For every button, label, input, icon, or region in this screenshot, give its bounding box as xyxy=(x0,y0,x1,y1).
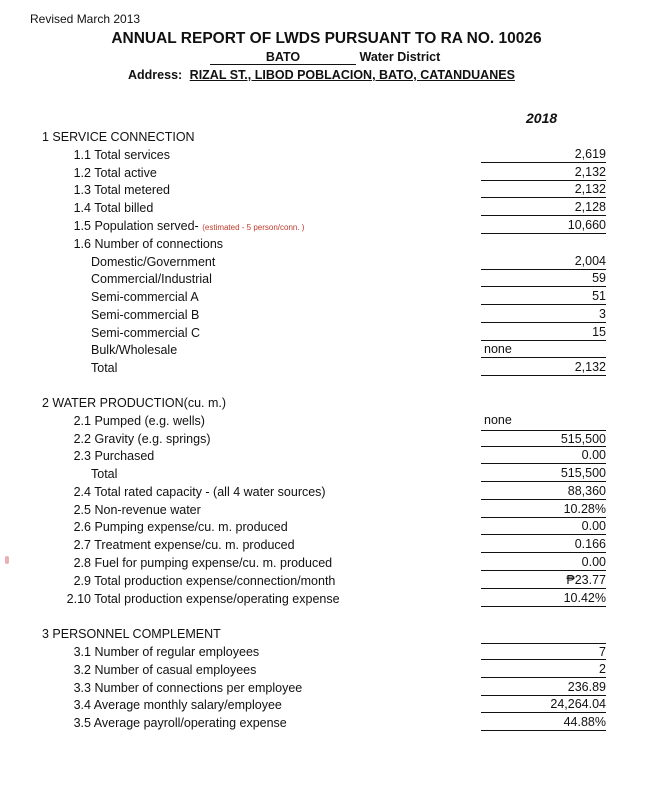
section-heading-personnel: 3 PERSONNEL COMPLEMENT xyxy=(42,627,221,641)
row-value: ₱23.77 xyxy=(481,572,606,589)
row-value: 10.42% xyxy=(481,590,606,607)
row-value: 44.88% xyxy=(481,714,606,731)
row-value: 2 xyxy=(481,661,606,678)
estimate-note: (estimated - 5 person/conn. ) xyxy=(202,223,305,232)
table-row: Semi-commercial C xyxy=(91,326,201,340)
row-value: 0.00 xyxy=(481,447,606,464)
table-row: 2.1 Pumped (e.g. wells) xyxy=(73,414,205,428)
row-value: 515,500 xyxy=(481,430,606,447)
scan-mark xyxy=(5,556,9,564)
address-line xyxy=(128,68,515,82)
district-line xyxy=(210,50,440,65)
row-value: 15 xyxy=(481,324,606,341)
report-title: ANNUAL REPORT OF LWDS PURSUANT TO RA NO. 10026 xyxy=(111,30,542,47)
table-row: 3.2 Number of casual employees xyxy=(73,663,257,677)
row-value: none xyxy=(484,413,512,427)
section-heading-service: 1 SERVICE CONNECTION xyxy=(42,130,195,144)
row-value: 88,360 xyxy=(481,483,606,500)
row-value: 515,500 xyxy=(481,465,606,482)
table-row: 2.10 Total production expense/operating expense xyxy=(66,592,340,606)
district-suffix: Water District xyxy=(359,50,441,64)
row-value: 10.28% xyxy=(481,501,606,518)
section-heading-production: 2 WATER PRODUCTION(cu. m.) xyxy=(42,396,227,410)
table-row: 3.4 Average monthly salary/employee xyxy=(73,698,282,712)
report-year: 2018 xyxy=(526,110,558,126)
table-row: 1.2 Total active xyxy=(73,166,157,180)
table-row: 2.6 Pumping expense/cu. m. produced xyxy=(73,520,288,534)
revision-note: Revised March 2013 xyxy=(30,12,141,26)
table-row: 2.5 Non-revenue water xyxy=(73,503,201,517)
row-value: 0.166 xyxy=(481,536,606,553)
row-value: 59 xyxy=(481,270,606,287)
table-row: 1.3 Total metered xyxy=(73,183,170,197)
table-row: 3.5 Average payroll/operating expense xyxy=(73,716,287,730)
row-value: 2,128 xyxy=(481,199,606,216)
table-row: Domestic/Government xyxy=(91,255,216,269)
table-row: 1.5 Population served- (estimated - 5 person/conn. ) xyxy=(73,219,305,233)
table-row: Bulk/Wholesale xyxy=(91,343,178,357)
table-row: 1.1 Total services xyxy=(73,148,170,162)
table-row: 2.8 Fuel for pumping expense/cu. m. produced xyxy=(73,556,333,570)
table-row: 2.4 Total rated capacity - (all 4 water sources) xyxy=(73,485,326,499)
row-value: 2,004 xyxy=(481,253,606,270)
row-value: 2,132 xyxy=(481,181,606,198)
row-value: 0.00 xyxy=(481,518,606,535)
row-value: 7 xyxy=(481,643,606,660)
row-value: 2,619 xyxy=(481,146,606,163)
row-value: 236.89 xyxy=(481,679,606,696)
row-value: 10,660 xyxy=(481,217,606,234)
row-value: 2,132 xyxy=(481,164,606,181)
district-name: BATO xyxy=(210,50,356,65)
table-row: 1.6 Number of connections xyxy=(73,237,224,251)
row-value: 2,132 xyxy=(481,359,606,376)
table-row: 3.1 Number of regular employees xyxy=(73,645,260,659)
address-value: RIZAL ST., LIBOD POBLACION, BATO, CATANDUANES xyxy=(189,68,515,82)
row-value: 51 xyxy=(481,288,606,305)
table-row: 2.7 Treatment expense/cu. m. produced xyxy=(73,538,295,552)
table-row: Commercial/Industrial xyxy=(91,272,212,286)
table-row: Semi-commercial A xyxy=(91,290,199,304)
table-row: 2.3 Purchased xyxy=(73,449,155,463)
table-row: Total xyxy=(91,467,118,481)
row-value: 24,264.04 xyxy=(481,696,606,713)
table-row: Total xyxy=(91,361,118,375)
table-row: Semi-commercial B xyxy=(91,308,200,322)
table-row: 3.3 Number of connections per employee xyxy=(73,681,303,695)
table-row: 1.4 Total billed xyxy=(73,201,154,215)
row-value: none xyxy=(481,341,606,358)
row-value: 3 xyxy=(481,306,606,323)
table-row: 2.9 Total production expense/connection/month xyxy=(73,574,336,588)
row-value: 0.00 xyxy=(481,554,606,571)
address-label: Address: xyxy=(128,68,183,82)
table-row: 2.2 Gravity (e.g. springs) xyxy=(73,432,211,446)
